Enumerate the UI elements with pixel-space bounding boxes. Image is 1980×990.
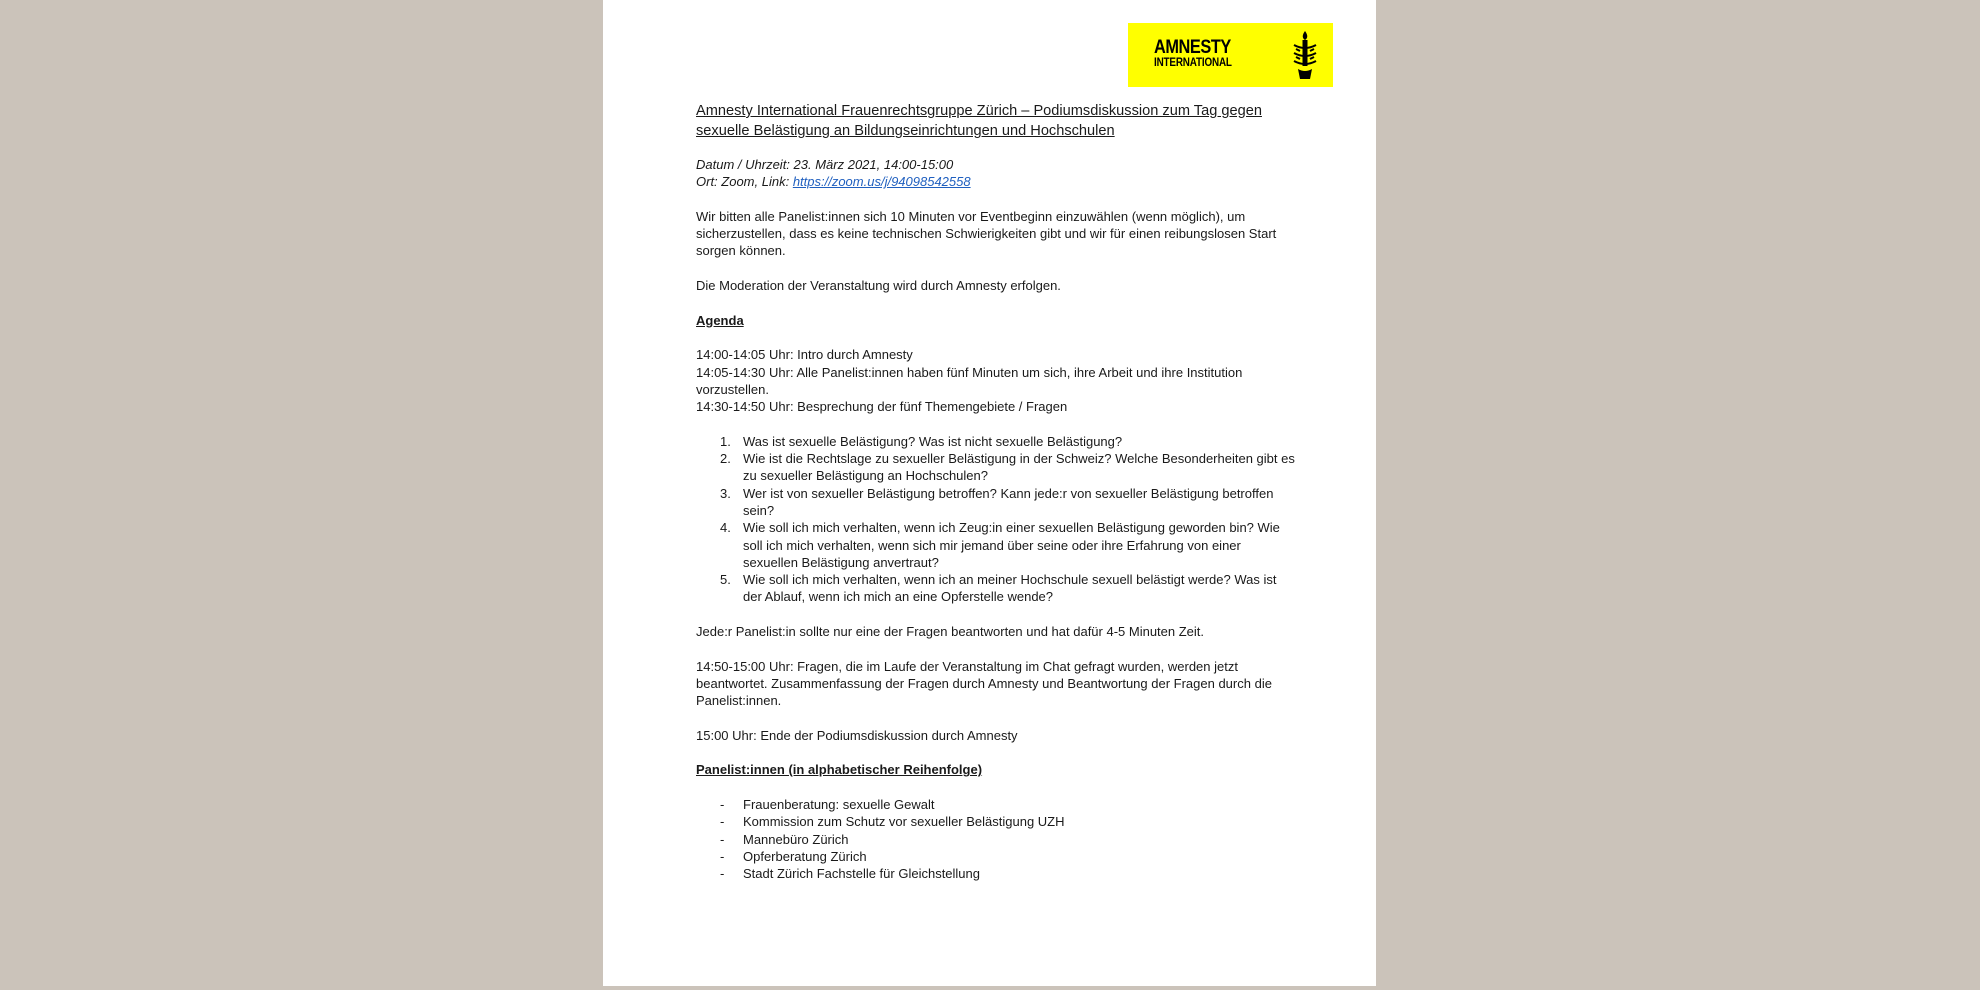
logo-wordmark: [1154, 38, 1244, 70]
zoom-link[interactable]: https://zoom.us/j/94098542558: [792, 174, 971, 190]
question-number: 4.: [720, 520, 731, 536]
logo-line-1: AMNESTY: [1154, 37, 1231, 58]
question-item: [696, 450, 1296, 485]
question-text: Wie soll ich mich verhalten, wenn ich an meiner Hochschule sexuell belästigt werde? Was ist der Ablauf, wenn ich mich an eine Opferstelle wende?: [743, 572, 1277, 605]
panelists-list: [696, 796, 1296, 882]
agenda-heading: Agenda: [696, 312, 744, 328]
panelist-name: Stadt Zürich Fachstelle für Gleichstellung: [743, 866, 980, 882]
agenda-item: 14:30-14:50 Uhr: Besprechung der fünf Themengebiete / Fragen: [696, 399, 1068, 415]
question-text: Wie soll ich mich verhalten, wenn ich Zeug:in einer sexuellen Belästigung geworden bin? Wie soll ich mich verhalten, wenn sich mir jemand über seine oder ihre Erfahrung von einer sexuellen Belästigung anvertraut?: [743, 520, 1280, 570]
question-item: [696, 519, 1296, 571]
agenda-item: 14:05-14:30 Uhr: Alle Panelist:innen haben fünf Minuten um sich, ihre Arbeit und ihre Institution vorzustellen.: [696, 364, 1243, 397]
panelist-item: [696, 796, 1296, 813]
note-paragraph: Jede:r Panelist:in sollte nur eine der Fragen beantworten und hat dafür 4-5 Minuten Zeit.: [696, 624, 1205, 640]
document-title: Amnesty International Frauenrechtsgruppe Zürich – Podiumsdiskussion zum Tag gegen sexuelle Belästigung an Bildungseinrichtungen und Hochschulen: [696, 103, 1262, 139]
question-item: [696, 433, 1296, 450]
question-number: 3.: [720, 485, 731, 501]
qa-paragraph: 14:50-15:00 Uhr: Fragen, die im Laufe der Veranstaltung im Chat gefragt wurden, werden jetzt beantwortet. Zusammenfassung der Fragen durch Amnesty und Beantwortung der Fragen durch die Panelist:innen.: [696, 658, 1272, 709]
question-item: [696, 485, 1296, 520]
location-prefix: Ort: Zoom, Link:: [696, 174, 793, 190]
bullet-dash: -: [720, 848, 725, 864]
panelist-name: Mannebüro Zürich: [743, 831, 849, 847]
document-body: [696, 101, 1296, 882]
panelist-name: Kommission zum Schutz vor sexueller Belästigung UZH: [743, 814, 1065, 830]
candle-barbed-wire-icon: [1288, 29, 1322, 81]
question-number: 1.: [720, 433, 731, 449]
panelist-item: [696, 831, 1296, 848]
question-item: [696, 571, 1296, 606]
logo-line-2: INTERNATIONAL: [1154, 57, 1232, 69]
question-text: Wie ist die Rechtslage zu sexueller Belästigung in der Schweiz? Welche Besonderheiten gibt es zu sexueller Belästigung an Hochschulen?: [743, 451, 1295, 484]
question-text: Wer ist von sexueller Belästigung betroffen? Kann jede:r von sexueller Belästigung betroffen sein?: [743, 485, 1274, 518]
question-number: 2.: [720, 451, 731, 467]
moderation-paragraph: Die Moderation der Veranstaltung wird durch Amnesty erfolgen.: [696, 278, 1061, 294]
question-text: Was ist sexuelle Belästigung? Was ist nicht sexuelle Belästigung?: [743, 433, 1123, 449]
document-page: [603, 0, 1376, 986]
panelist-item: [696, 813, 1296, 830]
bullet-dash: -: [720, 814, 725, 830]
bullet-dash: -: [720, 831, 725, 847]
bullet-dash: -: [720, 866, 725, 882]
question-number: 5.: [720, 572, 731, 588]
agenda-item: 14:00-14:05 Uhr: Intro durch Amnesty: [696, 347, 913, 363]
intro-paragraph: Wir bitten alle Panelist:innen sich 10 Minuten vor Eventbeginn einzuwählen (wenn möglich), um sicherzustellen, dass es keine technischen Schwierigkeiten gibt und wir für einen reibungslosen Start sorgen können.: [696, 208, 1277, 259]
panelist-name: Opferberatung Zürich: [743, 848, 867, 864]
end-paragraph: 15:00 Uhr: Ende der Podiumsdiskussion durch Amnesty: [696, 727, 1018, 743]
panel-heading: Panelist:innen (in alphabetischer Reihenfolge): [696, 762, 983, 778]
amnesty-logo: [1128, 23, 1333, 87]
bullet-dash: -: [720, 796, 725, 812]
questions-list: [696, 433, 1296, 606]
date-line: Datum / Uhrzeit: 23. März 2021, 14:00-15:00: [696, 157, 954, 172]
panelist-item: [696, 848, 1296, 865]
panelist-name: Frauenberatung: sexuelle Gewalt: [743, 796, 935, 812]
location-line: [696, 173, 1296, 190]
panelist-item: [696, 865, 1296, 882]
